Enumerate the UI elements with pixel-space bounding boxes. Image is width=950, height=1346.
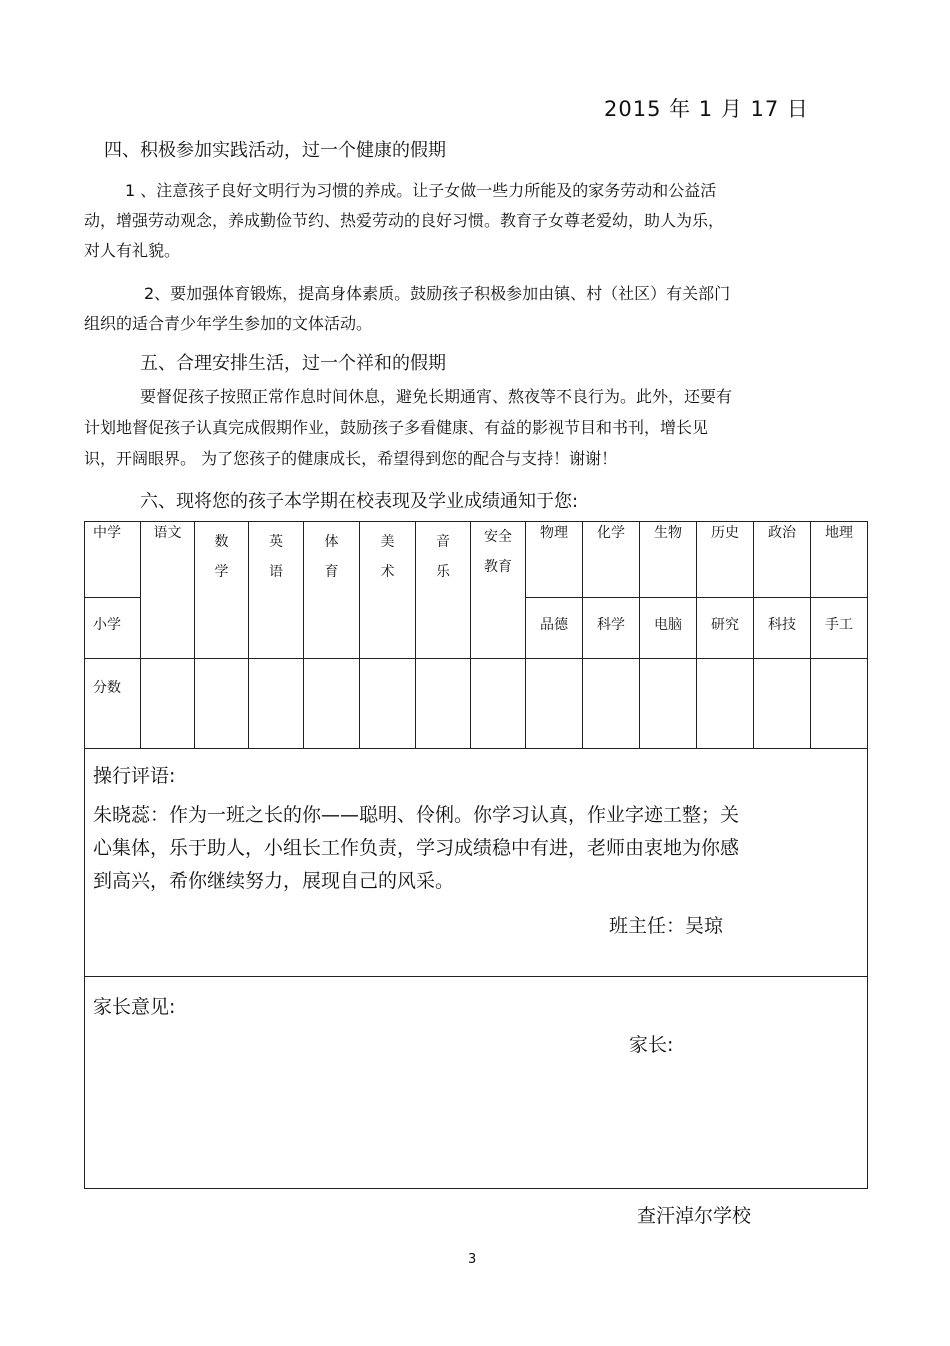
section-5-heading: 五、合理安排生活，过一个祥和的假期 xyxy=(140,353,446,374)
parent-opinion-box xyxy=(84,976,868,1189)
subject-header: 美 术 xyxy=(360,522,416,659)
score-cell xyxy=(640,659,697,749)
row-label-middle-school: 中学 xyxy=(85,522,141,598)
middle-subject: 政治 xyxy=(754,522,811,598)
middle-subject: 地理 xyxy=(811,522,868,598)
score-cell xyxy=(360,659,416,749)
score-cell xyxy=(141,659,195,749)
conduct-line: 心集体，乐于助人，小组长工作负责，学习成绩稳中有进，老师由衷地为你感 xyxy=(93,837,740,859)
para-line: 2、要加强体育锻炼，提高身体素质。鼓励孩子积极参加由镇、村（社区）有关部门 xyxy=(144,284,731,303)
para-line: 对人有礼貌。 xyxy=(84,241,181,260)
subject-header: 语文 xyxy=(141,522,195,659)
para-line: 组织的适合青少年学生参加的文体活动。 xyxy=(84,314,373,333)
middle-subject: 化学 xyxy=(583,522,640,598)
subject-header: 英 语 xyxy=(249,522,304,659)
conduct-comment-box xyxy=(84,747,868,977)
para-line: 要督促孩子按照正常作息时间休息，避免长期通宵、熬夜等不良行为。此外，还要有 xyxy=(140,387,733,406)
conduct-label: 操行评语: xyxy=(93,765,176,787)
primary-subject: 电脑 xyxy=(640,598,697,659)
score-cell xyxy=(754,659,811,749)
score-cell xyxy=(195,659,249,749)
primary-subject: 手工 xyxy=(811,598,868,659)
teacher-signature: 班主任：吴琼 xyxy=(609,915,724,937)
page-number: 3 xyxy=(468,1252,477,1267)
score-cell xyxy=(526,659,583,749)
conduct-text xyxy=(93,799,739,898)
subject-header: 数 学 xyxy=(195,522,249,659)
row-label-score: 分数 xyxy=(85,659,141,749)
score-cell xyxy=(583,659,640,749)
grades-table xyxy=(84,521,868,749)
primary-subject: 品德 xyxy=(526,598,583,659)
parent-signature: 家长: xyxy=(629,1034,674,1056)
score-cell xyxy=(304,659,360,749)
score-cell xyxy=(416,659,471,749)
section-4-heading: 四、积极参加实践活动，过一个健康的假期 xyxy=(104,140,446,161)
conduct-line: 朱晓蕊：作为一班之长的你——聪明、伶俐。你学习认真，作业字迹工整；关 xyxy=(93,804,740,826)
section-4-para-1 xyxy=(84,176,724,266)
para-line: 计划地督促孩子认真完成假期作业，鼓励孩子多看健康、有益的影视节目和书刊，增长见 xyxy=(84,418,709,437)
para-line: 1 、注意孩子良好文明行为习惯的养成。让子女做一些力所能及的家务劳动和公益活 xyxy=(125,181,717,200)
score-cell xyxy=(471,659,526,749)
middle-subject: 生物 xyxy=(640,522,697,598)
primary-subject: 科技 xyxy=(754,598,811,659)
subject-header: 安全 教育 xyxy=(471,522,526,659)
para-line: 识，开阔眼界。 为了您孩子的健康成长，希望得到您的配合与支持！谢谢！ xyxy=(84,449,618,468)
row-label-primary-school: 小学 xyxy=(85,598,141,659)
score-cell xyxy=(697,659,754,749)
score-cell xyxy=(249,659,304,749)
score-cell xyxy=(811,659,868,749)
middle-subject: 物理 xyxy=(526,522,583,598)
school-name: 查汗淖尔学校 xyxy=(637,1205,752,1227)
section-4-para-2 xyxy=(84,279,730,339)
letter-date: 2015 年 1 月 17 日 xyxy=(604,97,809,121)
primary-subject: 科学 xyxy=(583,598,640,659)
section-6-heading: 六、现将您的孩子本学期在校表现及学业成绩通知于您: xyxy=(140,491,579,512)
subject-header: 音 乐 xyxy=(416,522,471,659)
middle-subject: 历史 xyxy=(697,522,754,598)
subject-header: 体 育 xyxy=(304,522,360,659)
primary-subject: 研究 xyxy=(697,598,754,659)
parent-opinion-label: 家长意见: xyxy=(93,996,176,1018)
conduct-line: 到高兴，希你继续努力，展现自己的风采。 xyxy=(93,870,455,892)
para-line: 动，增强劳动观念，养成勤俭节约、热爱劳动的良好习惯。教育子女尊老爱幼，助人为乐， xyxy=(84,211,725,230)
section-5-para xyxy=(84,381,732,474)
